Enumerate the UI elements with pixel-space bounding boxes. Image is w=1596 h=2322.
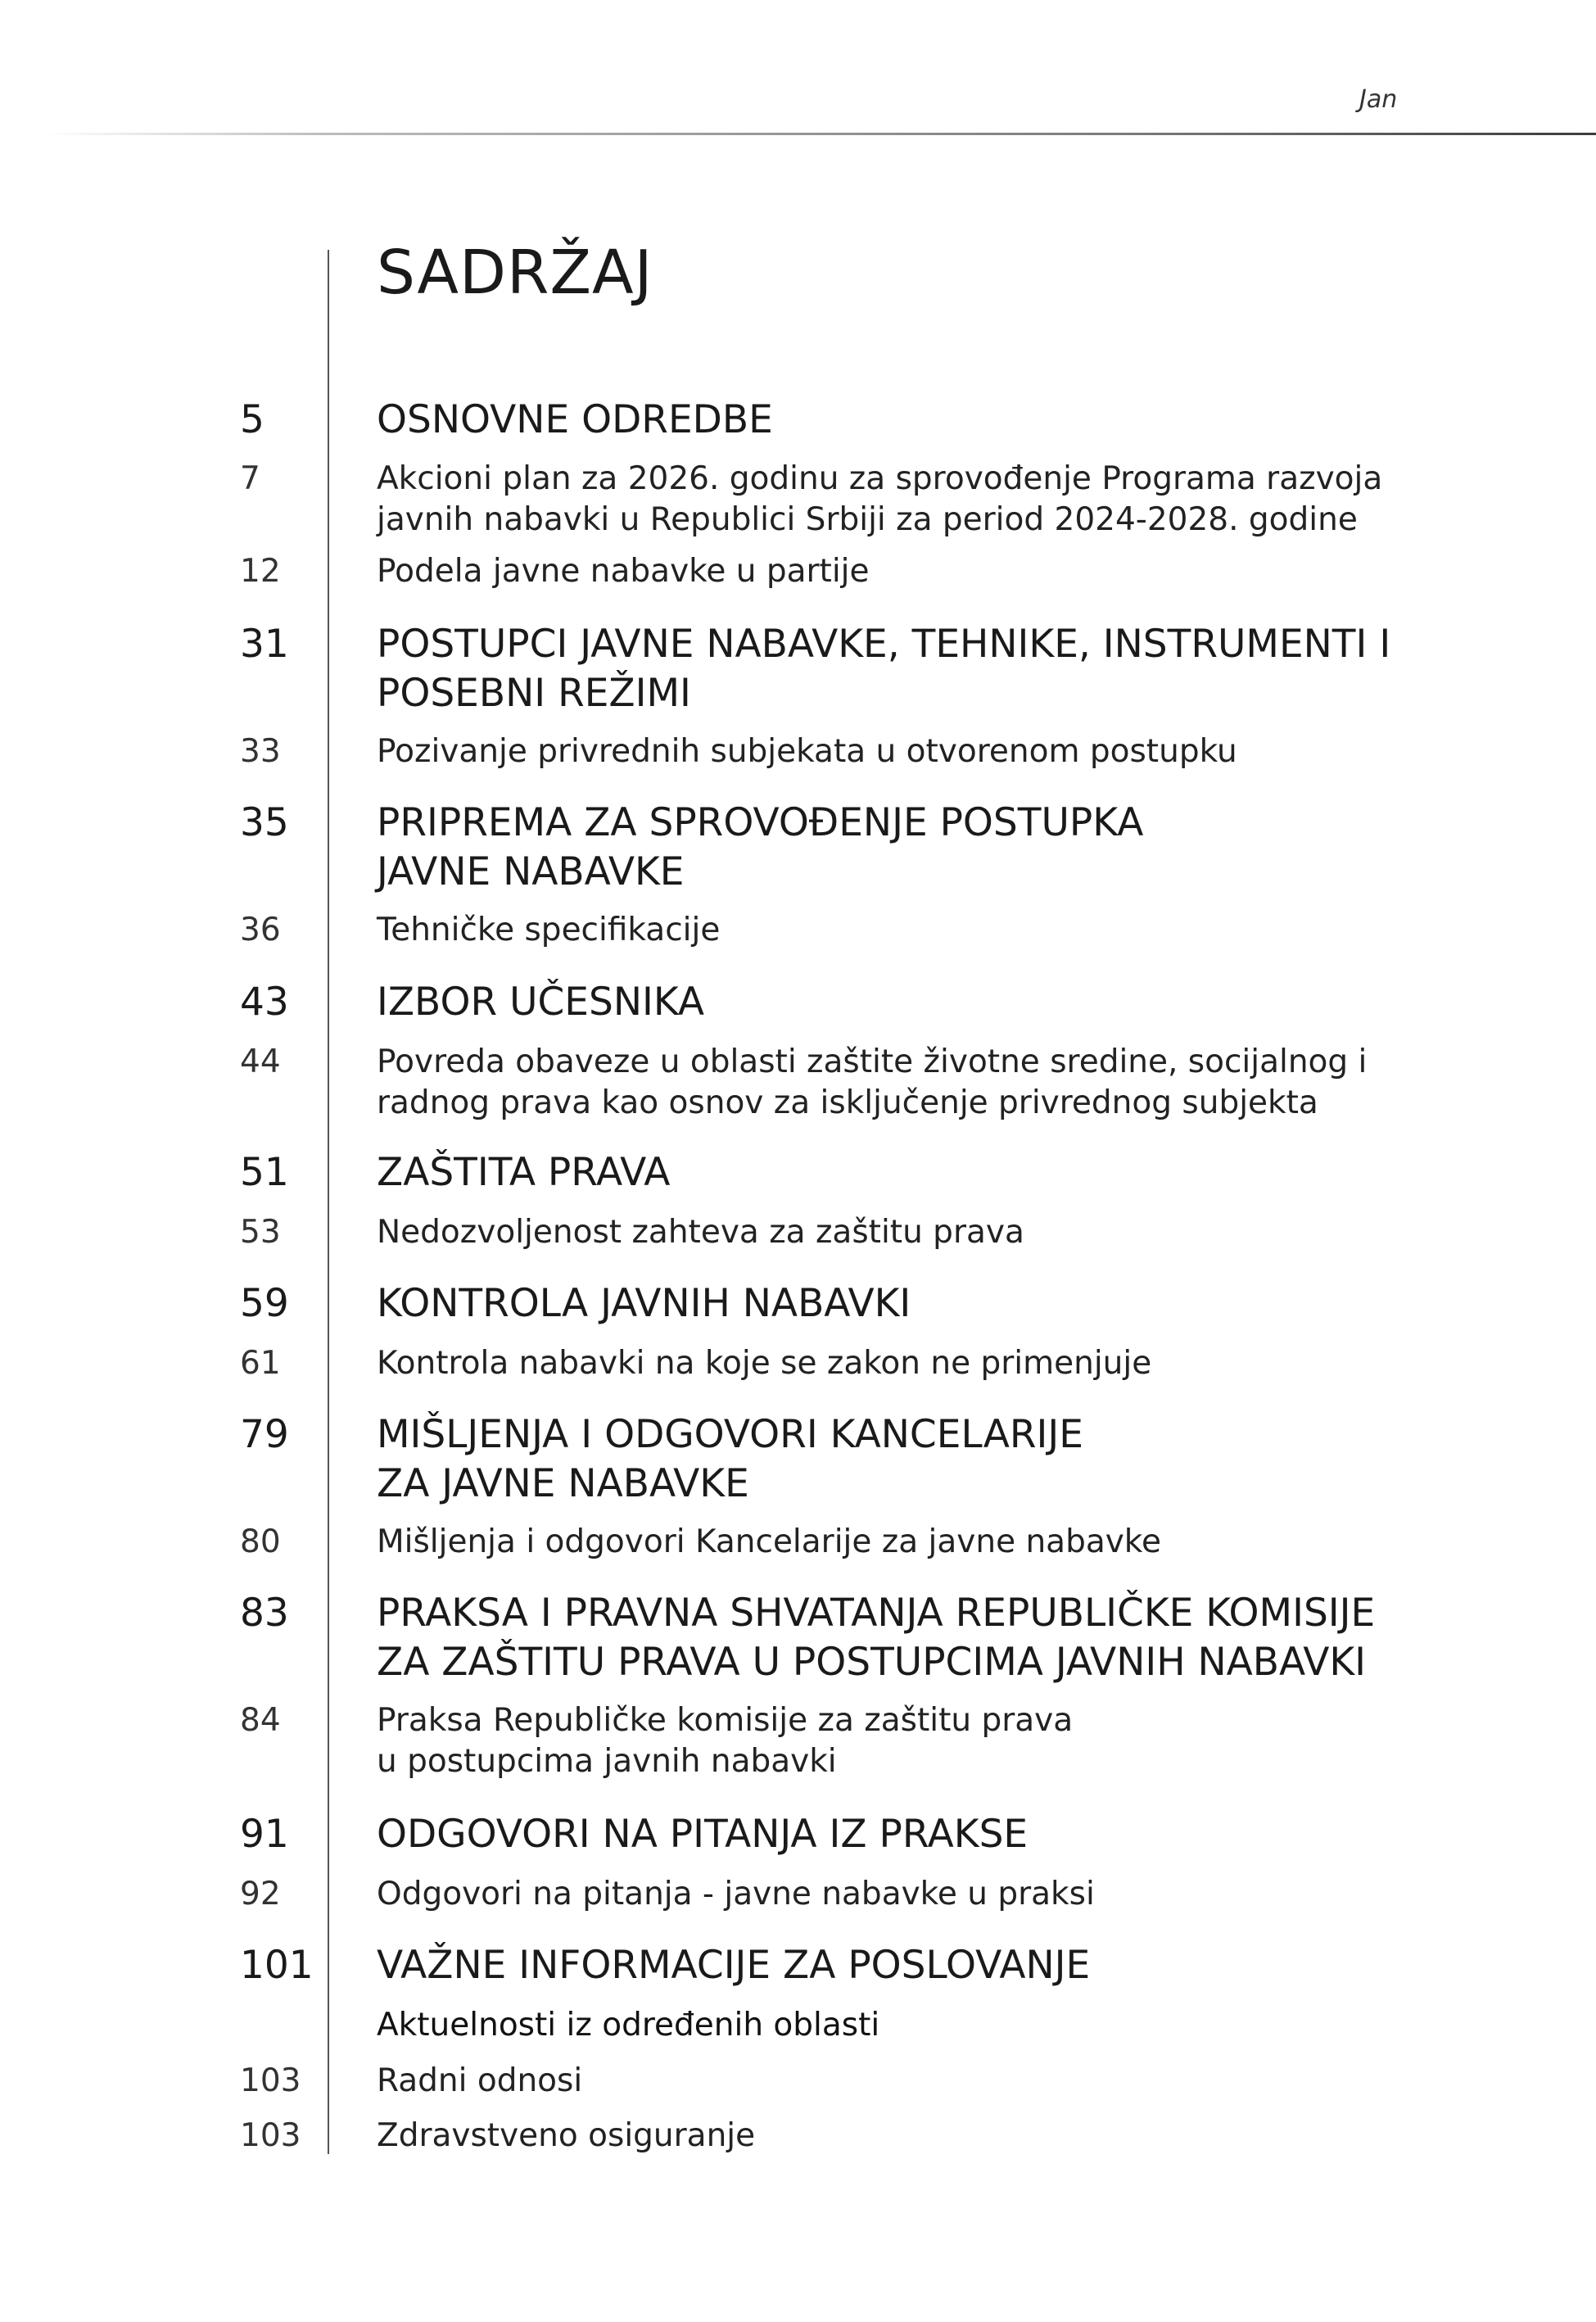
toc-subheading-title: Aktuelnosti iz određenih oblasti — [377, 2007, 880, 2044]
toc-page-number: 12 — [240, 553, 281, 590]
toc-page-number: 44 — [240, 1043, 281, 1080]
toc-page-number: 92 — [240, 1876, 281, 1912]
toc-page-number: 31 — [240, 622, 289, 667]
toc-page-number: 103 — [240, 2062, 301, 2099]
toc-page-number: 7 — [240, 460, 260, 497]
running-header-label: Jan — [1359, 85, 1398, 114]
toc-page-number: 61 — [240, 1345, 281, 1382]
toc-section-title: IZBOR UČESNIKA — [377, 980, 704, 1025]
toc-entry-title: Akcioni plan za 2026. godinu za sprovođenje Programa razvoja javnih nabavki u Republici Srbiji za period 2024-2028. godine — [377, 460, 1383, 538]
toc-entry-title: Odgovori na pitanja - javne nabavke u praksi — [377, 1876, 1095, 1912]
toc-entry-title: Kontrola nabavki na koje se zakon ne primenjuje — [377, 1345, 1152, 1382]
toc-page-number: 33 — [240, 733, 281, 770]
toc-section-title: MIŠLJENJA I ODGOVORI KANCELARIJE ZA JAVNE NABAVKE — [377, 1412, 1083, 1506]
toc-page-number: 91 — [240, 1812, 289, 1857]
toc-section-title: ODGOVORI NA PITANJA IZ PRAKSE — [377, 1812, 1029, 1857]
toc-entry-title: Nedozvoljenost zahteva za zaštitu prava — [377, 1214, 1024, 1251]
toc-page-number: 43 — [240, 980, 289, 1025]
toc-section-title: OSNOVNE ODREDBE — [377, 397, 773, 442]
toc-section-title: PRAKSA I PRAVNA SHVATANJA REPUBLIČKE KOMISIJE ZA ZAŠTITU PRAVA U POSTUPCIMA JAVNIH NABAVKI — [377, 1591, 1376, 1685]
toc-page-number: 35 — [240, 800, 289, 845]
toc-page-number: 83 — [240, 1591, 289, 1636]
toc-page-number: 59 — [240, 1281, 289, 1326]
toc-entry-title: Zdravstveno osiguranje — [377, 2117, 756, 2154]
toc-entry-title: Praksa Republičke komisije za zaštitu prava u postupcima javnih nabavki — [377, 1702, 1074, 1780]
toc-section-title: POSTUPCI JAVNE NABAVKE, TEHNIKE, INSTRUMENTI I POSEBNI REŽIMI — [377, 622, 1391, 716]
toc-page-number: 101 — [240, 1943, 314, 1988]
toc-entry-title: Mišljenja i odgovori Kancelarije za javne nabavke — [377, 1523, 1161, 1560]
toc-page-number: 103 — [240, 2117, 301, 2154]
toc-section-title: VAŽNE INFORMACIJE ZA POSLOVANJE — [377, 1943, 1091, 1988]
toc-section-title: KONTROLA JAVNIH NABAVKI — [377, 1281, 911, 1326]
toc-entry-title: Radni odnosi — [377, 2062, 583, 2099]
toc-section-title: ZAŠTITA PRAVA — [377, 1150, 671, 1195]
toc-page-number: 53 — [240, 1214, 281, 1251]
toc-page-number: 84 — [240, 1702, 281, 1739]
toc-page-number: 79 — [240, 1412, 289, 1457]
toc-page-number: 5 — [240, 397, 264, 442]
toc-page-number: 80 — [240, 1523, 281, 1560]
toc-entry-title: Povreda obaveze u oblasti zaštite životne sredine, socijalnog i radnog prava kao osnov za isključenje privrednog subjekta — [377, 1043, 1368, 1121]
toc-entry-title: Podela javne nabavke u partije — [377, 553, 870, 590]
toc-section-title: PRIPREMA ZA SPROVOĐENJE POSTUPKA JAVNE NABAVKE — [377, 800, 1144, 894]
toc-page-number: 51 — [240, 1150, 289, 1195]
page-title: SADRŽAJ — [377, 238, 653, 308]
toc-entry-title: Pozivanje privrednih subjekata u otvorenom postupku — [377, 733, 1237, 770]
toc-page-number: 36 — [240, 912, 281, 948]
toc-entry-title: Tehničke specifikacije — [377, 912, 721, 948]
